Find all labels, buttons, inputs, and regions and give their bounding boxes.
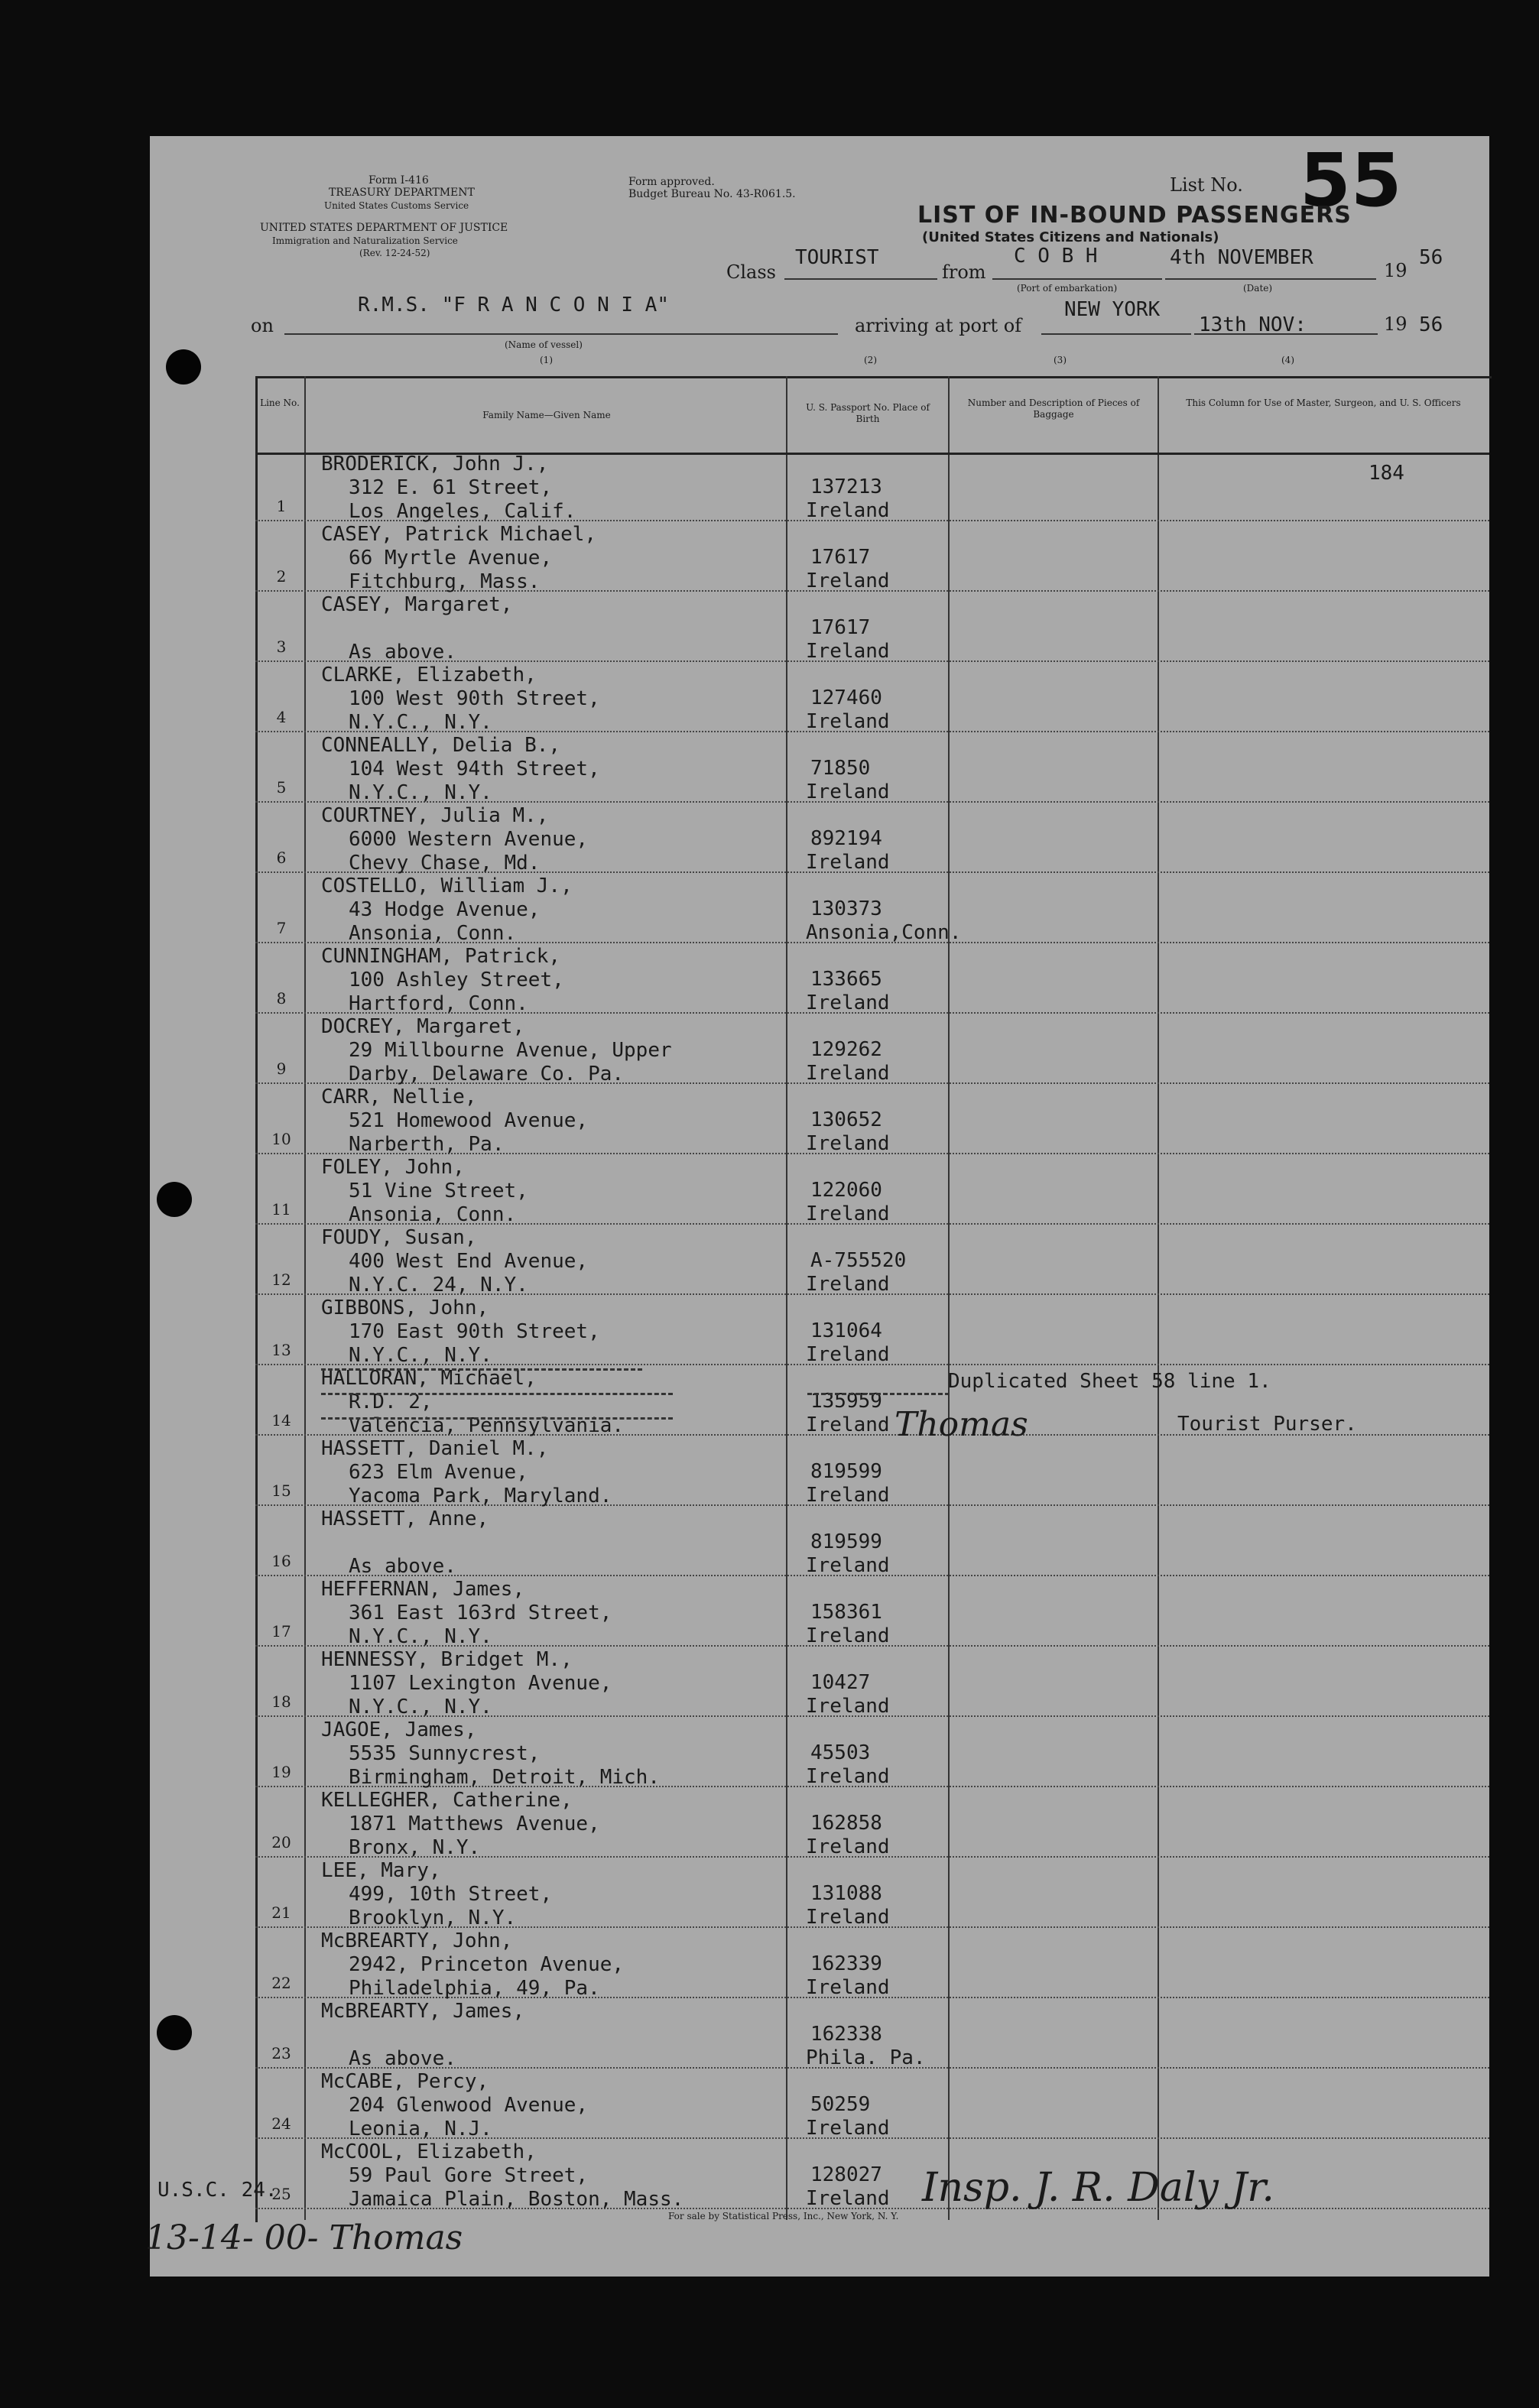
- strike-line: [321, 1417, 673, 1420]
- passenger-name: CLARKE, Elizabeth,: [321, 664, 537, 686]
- passenger-name: McBREARTY, James,: [321, 2000, 525, 2023]
- passport-number: 819599: [810, 1460, 882, 1483]
- passenger-name: McCABE, Percy,: [321, 2070, 489, 2093]
- inspector-signature: Insp. J. R. Daly Jr.: [922, 2165, 1274, 2211]
- passenger-entry: [321, 875, 573, 946]
- place-of-birth: Ireland: [806, 991, 890, 1014]
- place-of-birth: Ireland: [806, 2117, 890, 2140]
- passenger-address: 59 Paul Gore Street, Jamaica Plain, Boston, Mass.: [349, 2164, 684, 2211]
- place-of-birth: Ireland: [806, 499, 890, 522]
- printer-imprint: For sale by Statistical Press, Inc., New York, N. Y.: [668, 2211, 899, 2221]
- bottom-handwriting: 13-14- 00- Thomas: [145, 2218, 463, 2257]
- line-number: 6: [276, 849, 287, 867]
- class-label: Class: [726, 261, 776, 283]
- passport-number: 17617: [810, 546, 871, 569]
- passenger-address: As above.: [349, 1555, 456, 1578]
- passenger-address: 204 Glenwood Avenue, Leonia, N.J.: [349, 2094, 589, 2140]
- purser-signature: Thomas: [895, 1405, 1028, 1444]
- passenger-name: BRODERICK, John J.,: [321, 453, 549, 475]
- arrival-year: 56: [1419, 313, 1443, 336]
- departure-date: 4th NOVEMBER: [1170, 246, 1313, 269]
- col-name: Family Name—Given Name: [482, 410, 611, 420]
- line-number: 21: [271, 1903, 291, 1922]
- class-underline: [784, 278, 937, 280]
- passport-number: 127460: [810, 686, 882, 709]
- passenger-entry: [321, 664, 600, 735]
- arrival-year-prefix: 19: [1384, 313, 1408, 335]
- col-officers: This Column for Use of Master, Surgeon, and U. S. Officers: [1186, 398, 1461, 408]
- passenger-address: 521 Homewood Avenue, Narberth, Pa.: [349, 1109, 589, 1156]
- line-number: 8: [276, 989, 287, 1008]
- duplicated-note: Duplicated Sheet 58 line 1.: [948, 1370, 1271, 1393]
- place-of-birth: Ireland: [806, 570, 890, 592]
- passenger-name: CONNEALLY, Delia B.,: [321, 734, 561, 757]
- passenger-entry: [321, 593, 512, 664]
- col-marker-4: (4): [1281, 355, 1294, 365]
- passport-number: 135959: [810, 1390, 882, 1413]
- place-of-birth: Ireland: [806, 1906, 890, 1929]
- line-number: 20: [271, 1833, 291, 1851]
- passenger-address: 499, 10th Street, Brooklyn, N.Y.: [349, 1883, 553, 1929]
- passenger-address: 104 West 94th Street, N.Y.C., N.Y.: [349, 758, 600, 804]
- passenger-name: DOCREY, Margaret,: [321, 1015, 525, 1038]
- revision: (Rev. 12-24-52): [359, 248, 430, 258]
- list-subtitle: (United States Citizens and Nationals): [922, 229, 1219, 245]
- passenger-name: HASSETT, Anne,: [321, 1507, 489, 1530]
- passport-entry: [806, 1671, 890, 1718]
- passport-number: 131064: [810, 1319, 882, 1342]
- line-number: 15: [271, 1481, 291, 1500]
- purser-title: Tourist Purser.: [1177, 1413, 1357, 1436]
- passport-number: 137213: [810, 475, 882, 498]
- passenger-address: 400 West End Avenue, N.Y.C. 24, N.Y.: [349, 1250, 589, 1296]
- passport-entry: [806, 616, 890, 664]
- col-divider: [948, 376, 950, 2220]
- place-of-birth: Ireland: [806, 1202, 890, 1225]
- vessel-name: R.M.S. "F R A N C O N I A": [358, 294, 669, 316]
- passenger-address: 170 East 90th Street, N.Y.C., N.Y.: [349, 1320, 600, 1367]
- port-underline: [1041, 333, 1191, 335]
- from-underline: [992, 278, 1162, 280]
- col-marker-1: (1): [540, 355, 553, 365]
- place-of-birth: Ireland: [806, 1062, 890, 1085]
- passport-entry: [806, 968, 890, 1015]
- passenger-address: 51 Vine Street, Ansonia, Conn.: [349, 1180, 528, 1226]
- passport-entry: [806, 475, 890, 523]
- passport-entry: [806, 827, 890, 875]
- passport-number: 819599: [810, 1530, 882, 1553]
- passport-number: 158361: [810, 1601, 882, 1624]
- passport-entry: [806, 2093, 890, 2140]
- line-number: 22: [271, 1974, 291, 1992]
- strike-line: [321, 1368, 642, 1371]
- passport-number: 892194: [810, 827, 882, 850]
- passenger-name: HENNESSY, Bridget M.,: [321, 1648, 573, 1671]
- list-no-label: List No.: [1170, 174, 1243, 196]
- place-of-birth: Ireland: [806, 2187, 890, 2210]
- passport-entry: [806, 1812, 890, 1859]
- passport-entry: [806, 1530, 890, 1578]
- col-divider: [304, 376, 306, 2220]
- place-of-birth: Ireland: [806, 1695, 890, 1718]
- from-label: from: [942, 261, 986, 283]
- strike-line: [807, 1393, 950, 1395]
- passenger-entry: [321, 1859, 552, 1930]
- passenger-name: CUNNINGHAM, Patrick,: [321, 945, 561, 968]
- passenger-address: R.D. 2, Valencia, Pennsylvania.: [349, 1391, 625, 1437]
- passport-entry: [806, 1601, 890, 1648]
- place-of-birth: Ireland: [806, 1835, 890, 1858]
- budget-bureau: Budget Bureau No. 43-R061.5.: [628, 188, 796, 200]
- treasury-dept: TREASURY DEPARTMENT: [329, 187, 475, 199]
- passenger-address: 100 West 90th Street, N.Y.C., N.Y.: [349, 687, 600, 734]
- passenger-name: FOUDY, Susan,: [321, 1226, 477, 1249]
- binder-hole: [157, 1182, 192, 1217]
- passport-entry: [806, 1249, 906, 1296]
- place-of-birth: Ireland: [806, 1413, 890, 1436]
- line-number: 3: [276, 638, 287, 656]
- passenger-address: 5535 Sunnycrest, Birmingham, Detroit, Mich.: [349, 1742, 660, 1789]
- passenger-address: 361 East 163rd Street, N.Y.C., N.Y.: [349, 1602, 612, 1648]
- vessel-underline: [284, 333, 838, 335]
- passenger-entry: [321, 945, 564, 1016]
- passenger-name: CASEY, Patrick Michael,: [321, 523, 597, 546]
- place-of-birth: Ireland: [806, 1132, 890, 1155]
- passenger-name: COURTNEY, Julia M.,: [321, 804, 549, 827]
- line-number: 18: [271, 1692, 291, 1711]
- col-line-no: Line No.: [260, 398, 300, 408]
- passenger-entry: [321, 734, 600, 805]
- from-value: C O B H: [1014, 245, 1098, 268]
- passport-entry: [806, 2023, 926, 2070]
- line-number: 9: [276, 1060, 287, 1078]
- passenger-name: McCOOL, Elizabeth,: [321, 2140, 537, 2163]
- passport-number: 10427: [810, 1671, 871, 1694]
- place-of-birth: Ireland: [806, 1343, 890, 1366]
- passport-number: 129262: [810, 1038, 882, 1061]
- place-of-birth: Ireland: [806, 1273, 890, 1296]
- passenger-entry: [321, 1648, 612, 1719]
- passenger-name: HEFFERNAN, James,: [321, 1578, 525, 1601]
- passenger-name: CARR, Nellie,: [321, 1086, 477, 1108]
- passport-number: 122060: [810, 1179, 882, 1202]
- passport-number: 162339: [810, 1952, 882, 1975]
- passport-entry: [806, 1390, 890, 1437]
- passport-entry: [806, 2163, 890, 2211]
- passport-entry: [806, 546, 890, 593]
- passport-number: 133665: [810, 968, 882, 991]
- passenger-entry: [321, 1507, 489, 1579]
- passenger-entry: [321, 1578, 612, 1649]
- passport-number: 162338: [810, 2023, 882, 2046]
- ins-service: Immigration and Naturalization Service: [272, 235, 458, 246]
- arriving-label: arriving at port of: [855, 315, 1022, 336]
- line-number: 10: [271, 1130, 291, 1148]
- arrival-date: 13th NOV:: [1199, 313, 1307, 336]
- passenger-name: GIBBONS, John,: [321, 1296, 489, 1319]
- line-number: 1: [276, 497, 287, 515]
- port-embark-caption: (Port of embarkation): [1017, 283, 1118, 294]
- passport-entry: [806, 1882, 890, 1929]
- departure-year-prefix: 19: [1384, 260, 1408, 281]
- passenger-entry: [321, 2070, 588, 2141]
- passport-number: 162858: [810, 1812, 882, 1835]
- passport-number: 128027: [810, 2163, 882, 2186]
- line-number: 14: [271, 1411, 291, 1430]
- place-of-birth: Phila. Pa.: [806, 2046, 926, 2069]
- officers-note: 184: [1369, 462, 1404, 485]
- passenger-address: 2942, Princeton Avenue, Philadelphia, 49, Pa.: [349, 1953, 625, 2000]
- place-of-birth: Ireland: [806, 1624, 890, 1647]
- strike-line: [321, 1393, 673, 1395]
- place-of-birth: Ireland: [806, 1765, 890, 1788]
- passport-entry: [806, 1460, 890, 1507]
- arrival-port: NEW YORK: [1064, 298, 1161, 321]
- place-of-birth: Ireland: [806, 1554, 890, 1577]
- passenger-entry: [321, 2140, 683, 2212]
- passport-entry: [806, 1038, 890, 1086]
- on-label: on: [251, 315, 274, 336]
- date-underline: [1165, 278, 1376, 280]
- place-of-birth: Ireland: [806, 780, 890, 803]
- departure-year: 56: [1419, 246, 1443, 269]
- line-number: 13: [271, 1341, 291, 1359]
- passenger-name: McBREARTY, John,: [321, 1929, 513, 1952]
- passenger-address: 1107 Lexington Avenue, N.Y.C., N.Y.: [349, 1672, 612, 1718]
- class-value: TOURIST: [795, 246, 879, 269]
- date-caption: (Date): [1243, 283, 1273, 294]
- place-of-birth: Ireland: [806, 640, 890, 663]
- line-number: 2: [276, 567, 287, 586]
- customs-service: United States Customs Service: [324, 200, 469, 211]
- line-number: 19: [271, 1763, 291, 1781]
- passenger-entry: [321, 1929, 624, 2001]
- passenger-address: 43 Hodge Avenue, Ansonia, Conn.: [349, 898, 541, 945]
- passenger-name: KELLEGHER, Catherine,: [321, 1789, 573, 1812]
- line-number: 5: [276, 778, 287, 797]
- passport-number: 50259: [810, 2093, 871, 2116]
- passport-number: 130373: [810, 897, 882, 920]
- passport-number: 71850: [810, 757, 871, 780]
- line-number: 17: [271, 1622, 291, 1640]
- passenger-name: LEE, Mary,: [321, 1859, 441, 1882]
- place-of-birth: Ireland: [806, 851, 890, 874]
- form-approved: Form approved.: [628, 176, 715, 188]
- passenger-entry: [321, 523, 596, 594]
- passenger-entry: [321, 1367, 624, 1438]
- col-marker-2: (2): [864, 355, 877, 365]
- binder-hole: [157, 2015, 192, 2050]
- line-number: 25: [271, 2185, 291, 2203]
- vessel-caption: (Name of vessel): [505, 339, 583, 350]
- passenger-address: 312 E. 61 Street, Los Angeles, Calif.: [349, 476, 576, 523]
- binder-hole: [166, 349, 201, 385]
- passenger-entry: [321, 1226, 588, 1297]
- form-number: Form I-416: [369, 174, 429, 187]
- place-of-birth: Ireland: [806, 710, 890, 733]
- passport-number: 17617: [810, 616, 871, 639]
- passenger-entry: [321, 1718, 660, 1790]
- passport-entry: [806, 757, 890, 804]
- place-of-birth: Ireland: [806, 1484, 890, 1507]
- passenger-address: 1871 Matthews Avenue, Bronx, N.Y.: [349, 1812, 600, 1859]
- passenger-entry: [321, 453, 576, 524]
- passenger-entry: [321, 1156, 528, 1227]
- passenger-name: JAGOE, James,: [321, 1718, 477, 1741]
- passenger-name: CASEY, Margaret,: [321, 593, 513, 616]
- list-title: LIST OF IN-BOUND PASSENGERS: [917, 202, 1352, 229]
- passenger-entry: [321, 1296, 600, 1368]
- passenger-entry: [321, 804, 588, 875]
- passport-entry: [806, 686, 890, 734]
- line-number: 4: [276, 708, 287, 726]
- col-divider: [786, 376, 787, 2220]
- col-marker-3: (3): [1054, 355, 1067, 365]
- passport-entry: [806, 1952, 890, 2000]
- place-of-birth: Ireland: [806, 1976, 890, 1999]
- usc-stamp: U.S.C. 24.: [157, 2179, 278, 2202]
- passenger-entry: [321, 1015, 672, 1086]
- arrival-date-underline: [1194, 333, 1378, 335]
- passenger-address: 6000 Western Avenue, Chevy Chase, Md.: [349, 828, 589, 875]
- passport-number: 45503: [810, 1741, 871, 1764]
- col-passport: U. S. Passport No. Place of Birth: [806, 402, 930, 424]
- passenger-name: COSTELLO, William J.,: [321, 875, 573, 897]
- line-number: 24: [271, 2114, 291, 2133]
- passenger-entry: [321, 1086, 588, 1157]
- passenger-entry: [321, 2000, 524, 2071]
- passport-entry: [806, 897, 962, 945]
- line-number: 7: [276, 919, 287, 937]
- passenger-address: 66 Myrtle Avenue, Fitchburg, Mass.: [349, 547, 553, 593]
- passenger-entry: [321, 1437, 612, 1508]
- list-no-value: 55: [1300, 138, 1402, 223]
- passport-entry: [806, 1741, 890, 1789]
- col-divider: [1157, 376, 1159, 2220]
- passport-entry: [806, 1179, 890, 1226]
- passenger-entry: [321, 1789, 600, 1860]
- line-number: 16: [271, 1552, 291, 1570]
- passenger-name: HASSETT, Daniel M.,: [321, 1437, 549, 1460]
- place-of-birth: Ansonia,Conn.: [806, 921, 962, 944]
- passenger-address: 623 Elm Avenue, Yacoma Park, Maryland.: [349, 1461, 612, 1507]
- line-number: 23: [271, 2044, 291, 2062]
- passenger-address: 29 Millbourne Avenue, Upper Darby, Delaware Co. Pa.: [349, 1039, 672, 1086]
- passport-number: 130652: [810, 1108, 882, 1131]
- passenger-address: As above.: [349, 2047, 456, 2070]
- passport-number: 131088: [810, 1882, 882, 1905]
- passport-entry: [806, 1108, 890, 1156]
- passenger-name: FOLEY, John,: [321, 1156, 465, 1179]
- justice-dept: UNITED STATES DEPARTMENT OF JUSTICE: [260, 222, 508, 234]
- passenger-name: HALLORAN, Michael,: [321, 1367, 537, 1390]
- line-number: 12: [271, 1271, 291, 1289]
- passport-entry: [806, 1319, 890, 1367]
- line-number: 11: [271, 1200, 291, 1219]
- col-baggage: Number and Description of Pieces of Baggage: [967, 398, 1140, 420]
- passport-number: A-755520: [810, 1249, 907, 1272]
- passenger-address: 100 Ashley Street, Hartford, Conn.: [349, 969, 564, 1015]
- passenger-address: As above.: [349, 641, 456, 664]
